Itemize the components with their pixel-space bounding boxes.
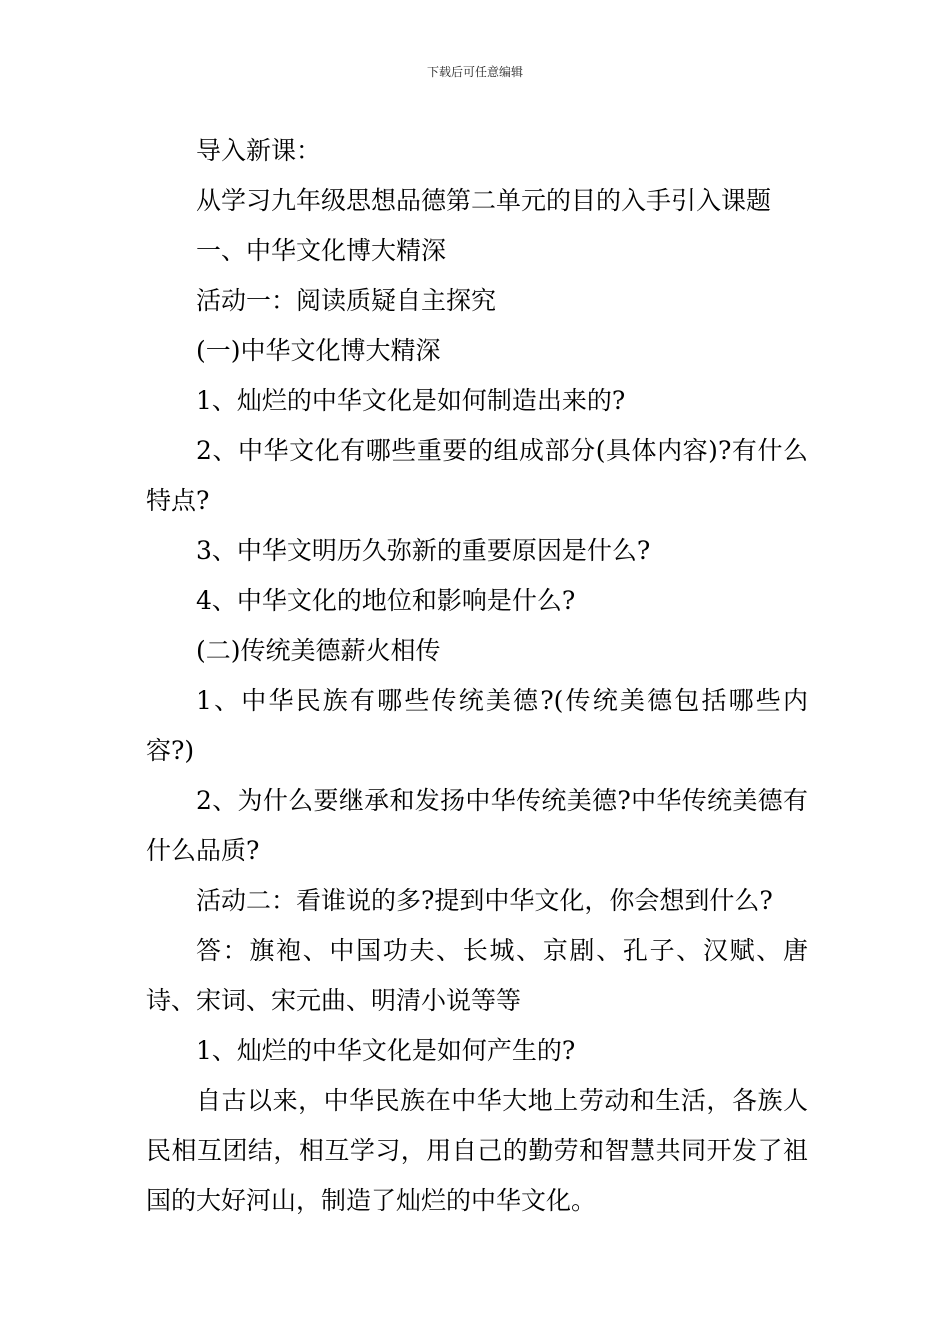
question-3-1: 1、灿烂的中华文化是如何产生的? <box>196 1036 576 1065</box>
activity-1-heading: 活动一：阅读质疑自主探究 <box>196 286 497 315</box>
page-header-note: 下载后可任意编辑 <box>426 65 523 79</box>
question-1-4: 4、中华文化的地位和影响是什么? <box>196 586 576 615</box>
paragraph-intro-text: 从学习九年级思想品德第二单元的目的入手引入课题 <box>196 186 772 215</box>
question-1-1: 1、灿烂的中华文化是如何制造出来的? <box>196 386 626 415</box>
activity-2-answer: 答：旗袍、中国功夫、长城、京剧、孔子、汉赋、唐诗、宋词、宋元曲、明清小说等等 <box>146 936 808 1015</box>
section-heading-1: 一、中华文化博大精深 <box>196 236 447 265</box>
activity-2-heading: 活动二：看谁说的多?提到中华文化，你会想到什么? <box>196 886 773 915</box>
answer-3-1: 自古以来，中华民族在中华大地上劳动和生活，各族人民相互团结，相互学习，用自己的勤劳和智慧共同开发了祖国的大好河山，制造了灿烂的中华文化。 <box>146 1086 808 1215</box>
document-body <box>146 126 808 1226</box>
paragraph-intro-heading: 导入新课： <box>196 136 322 165</box>
question-1-3: 3、中华文明历久弥新的重要原因是什么? <box>196 536 651 565</box>
subsection-heading-2: (二)传统美德薪火相传 <box>196 636 441 665</box>
subsection-heading-1: (一)中华文化博大精深 <box>196 336 441 365</box>
question-1-2: 2、中华文化有哪些重要的组成部分(具体内容)?有什么特点? <box>146 436 808 515</box>
question-2-1: 1、中华民族有哪些传统美德?(传统美德包括哪些内容?) <box>146 686 808 765</box>
question-2-2: 2、为什么要继承和发扬中华传统美德?中华传统美德有什么品质? <box>146 786 808 865</box>
